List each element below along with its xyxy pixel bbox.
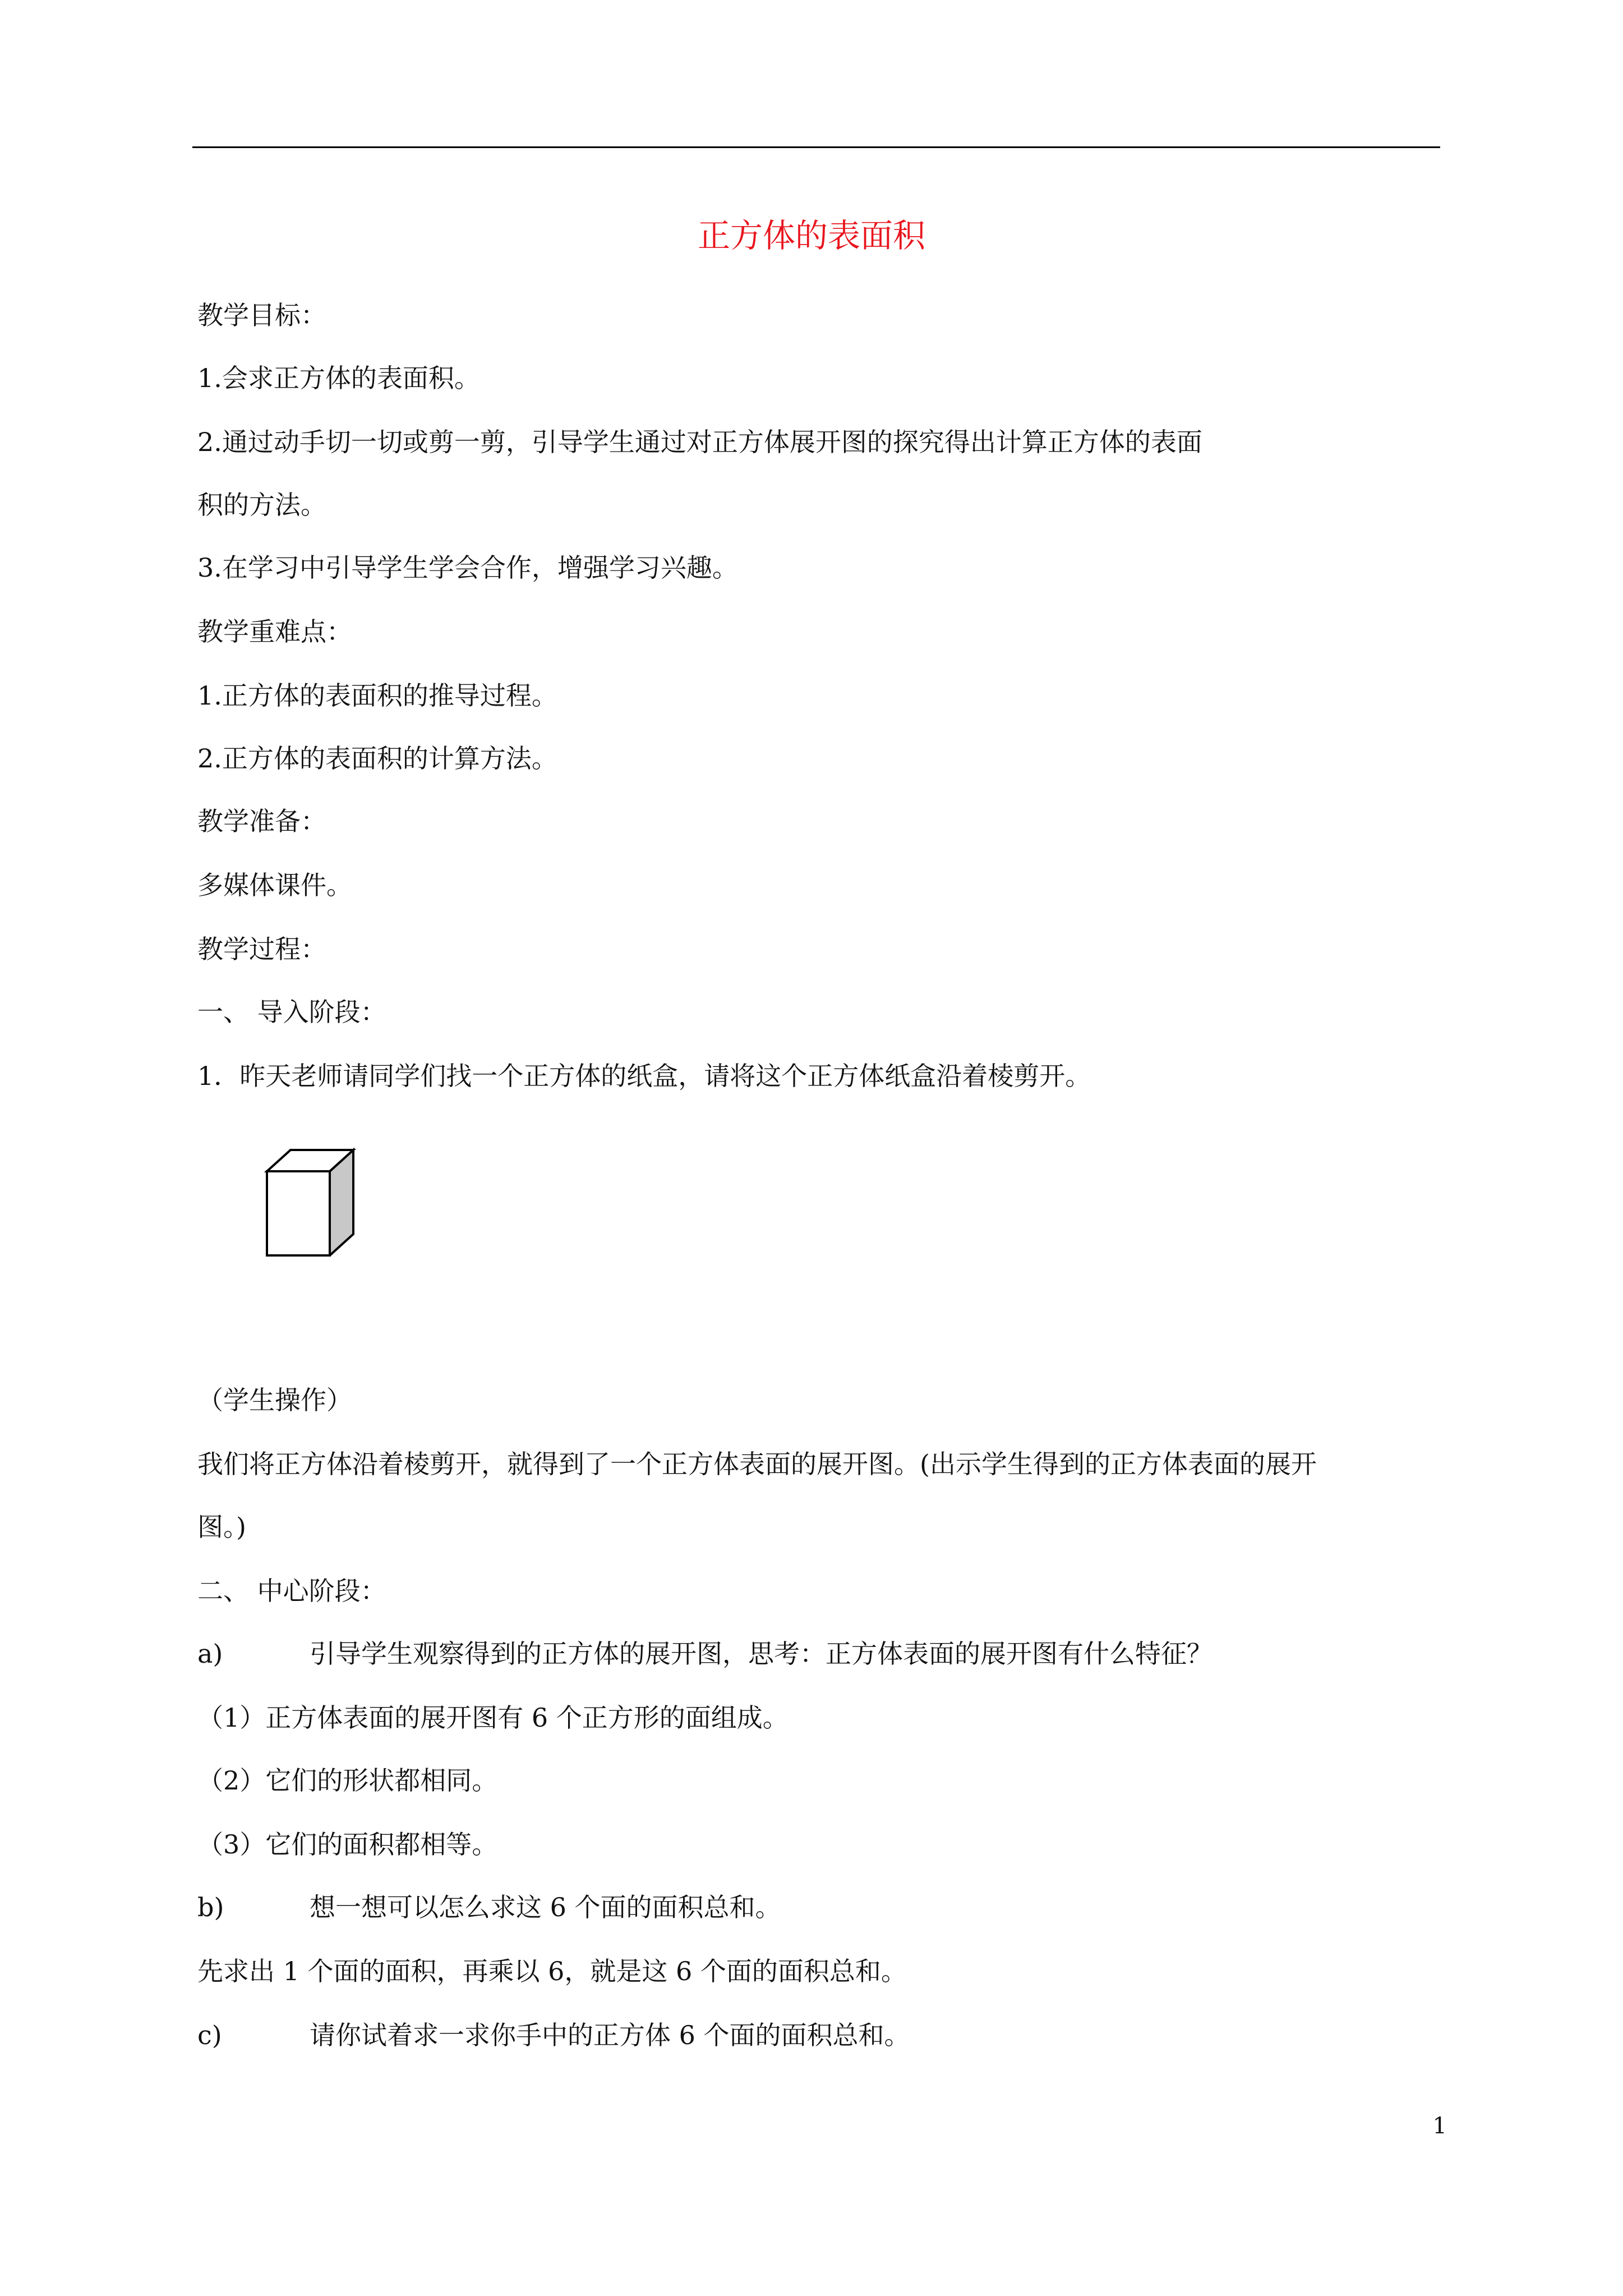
header-rule	[192, 146, 1440, 148]
keypoint-2: 2.正方体的表面积的计算方法。	[197, 743, 557, 774]
step-c	[197, 2017, 910, 2053]
stage-1-heading: 一、 导入阶段：	[197, 997, 386, 1027]
prep-heading: 教学准备：	[197, 806, 326, 836]
step-b-answer: 先求出 1 个面的面积，再乘以 6，就是这 6 个面的面积总和。	[197, 1956, 907, 1986]
goal-3: 3.在学习中引导学生学会合作，增强学习兴趣。	[197, 553, 738, 583]
unfold-line-1: 我们将正方体沿着棱剪开，就得到了一个正方体表面的展开图。(出示学生得到的正方体表面的展开	[197, 1449, 1317, 1479]
unfold-line-2: 图。)	[197, 1512, 246, 1542]
page-title: 正方体的表面积	[697, 217, 925, 255]
goal-2-line-2: 积的方法。	[197, 490, 326, 520]
step-a	[197, 1636, 1212, 1672]
goals-heading: 教学目标：	[197, 300, 326, 330]
keypoints-heading: 教学重难点：	[197, 616, 352, 647]
keypoint-1: 1.正方体的表面积的推导过程。	[197, 680, 557, 711]
step-c-marker: c)	[197, 2020, 222, 2050]
step-b-text: 想一想可以怎么求这 6 个面的面积总和。	[310, 1892, 781, 1922]
feature-2: （2）它们的形状都相同。	[197, 1765, 498, 1796]
step-a-marker: a)	[197, 1639, 223, 1669]
step-c-text: 请你试着求一求你手中的正方体 6 个面的面积总和。	[310, 2020, 910, 2050]
cube-illustration	[264, 1144, 370, 1257]
feature-3: （3）它们的面积都相等。	[197, 1829, 498, 1860]
process-heading: 教学过程：	[197, 934, 326, 964]
student-operation: （学生操作）	[197, 1385, 352, 1415]
prep-text: 多媒体课件。	[197, 870, 352, 900]
page-number: 1	[1432, 2113, 1447, 2139]
stage-1-item: 1．昨天老师请同学们找一个正方体的纸盒，请将这个正方体纸盒沿着棱剪开。	[197, 1061, 1091, 1091]
step-b	[197, 1889, 781, 1925]
stage-2-heading: 二、 中心阶段：	[197, 1576, 386, 1606]
step-b-marker: b)	[197, 1892, 224, 1922]
feature-1: （1）正方体表面的展开图有 6 个正方形的面组成。	[197, 1703, 789, 1733]
step-a-text: 引导学生观察得到的正方体的展开图，思考：正方体表面的展开图有什么特征？	[310, 1639, 1212, 1669]
goal-2-line-1: 2.通过动手切一切或剪一剪，引导学生通过对正方体展开图的探究得出计算正方体的表面	[197, 427, 1202, 457]
goal-1: 1.会求正方体的表面积。	[197, 363, 480, 393]
